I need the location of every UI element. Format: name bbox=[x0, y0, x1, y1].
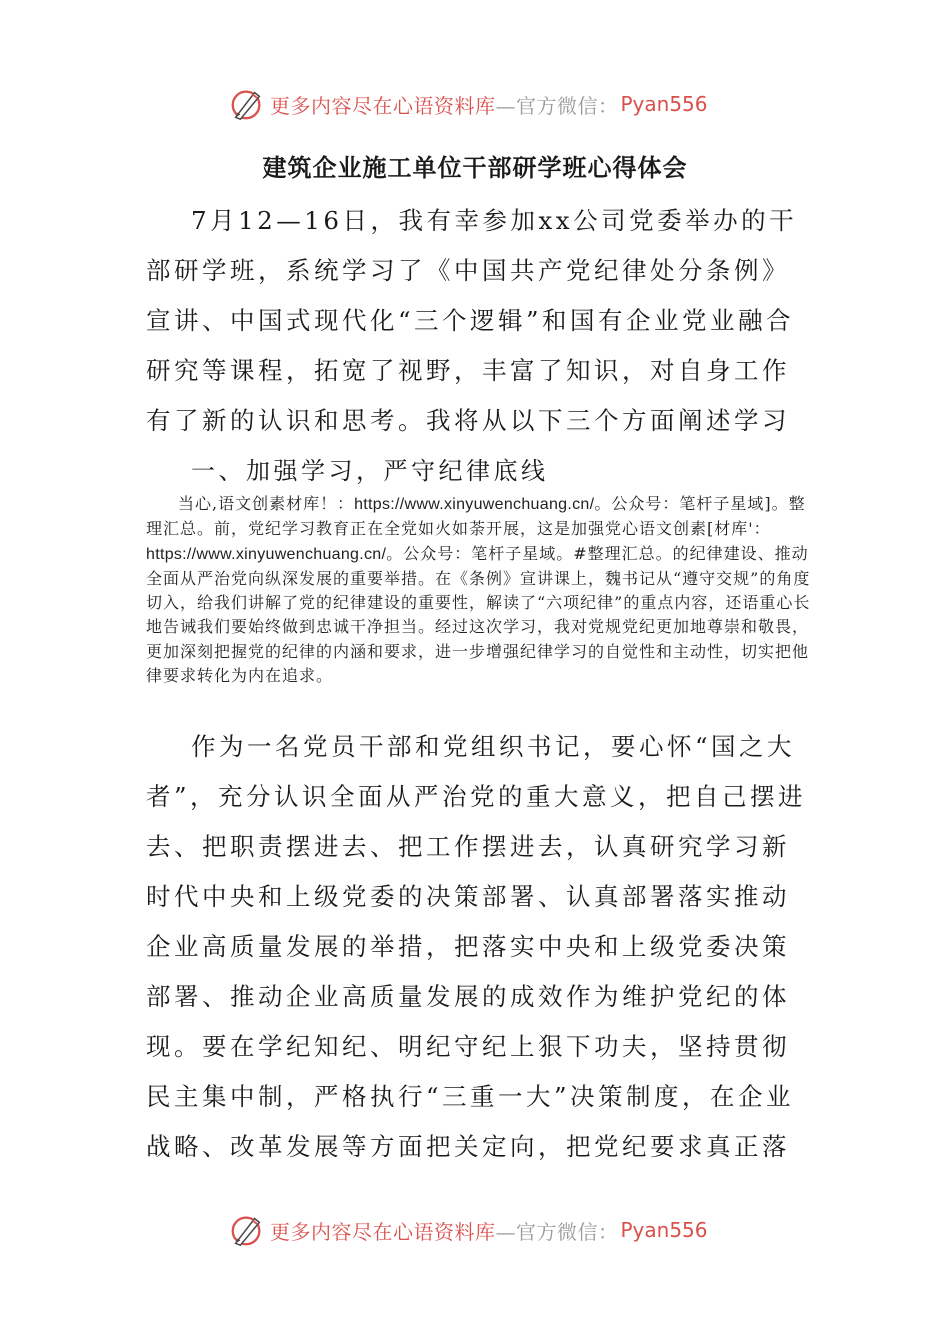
paragraph-section-1-part-c: 。公众号：笔杆子星域]。整理汇总。前，党纪学习教育正在全党如火如荼开展，这是加强党心语文创素[材库'： bbox=[146, 494, 806, 539]
paragraph-section-1 bbox=[146, 492, 814, 722]
paragraph-section-1-part-e: 。公众号：笔杆子星域。#整理汇总。的纪律建设、推动全面从严治党向纵深发展的重要举措。在《条例》宣讲课上，魏书记从“遵守交规”的角度切入，给我们讲解了党的纪律建设的重要性，解读了“六项纪律”的重点内容，还语重心长地告诫我们要始终做到忠诚干净担当。经过这次学习，我对党规党纪更加地尊崇和敬畏，更加深刻把握党的纪律的内涵和要求，进一步增强纪律学习的自觉性和主动性，切实把他律要求转化为内在追求。 bbox=[146, 543, 811, 686]
pen-logo-icon bbox=[228, 1211, 266, 1249]
website-link-1: https://www.xinyuwenchuang.cn/ bbox=[354, 496, 595, 513]
header-banner bbox=[0, 82, 950, 126]
banner-wechat-label: —官方微信： bbox=[495, 93, 619, 118]
document-title: 建筑企业施工单位干部研学班心得体会 bbox=[262, 154, 688, 182]
paragraph-party-member: 作为一名党员干部和党组织书记，要心怀“国之大者”，充分认识全面从严治党的重大意义，把自己摆进去、把职责摆进去、把工作摆进去，认真研究学习新时代中央和上级党委的决策部署、认真部署落实推动企业高质量发展的举措，把落实中央和上级党委决策部署、推动企业高质量发展的成效作为维护党纪的体现。要在学纪知纪、明纪守纪上狠下功夫，坚持贯彻民主集中制，严格执行“三重一大”决策制度，在企业战略、改革发展等方面把关定向，把党纪要求真正落 bbox=[146, 732, 807, 1161]
banner-title: 更多内容尽在心语资料库 bbox=[270, 93, 496, 118]
paragraph-section-1-part-a: 当心,语文创素材库！： bbox=[178, 494, 355, 513]
website-link-2: https://www.xinyuwenchuang.cn/ bbox=[146, 545, 387, 563]
footer-banner-title: 更多内容尽在心语资料库 bbox=[270, 1219, 496, 1244]
footer-banner bbox=[0, 1208, 950, 1252]
section-heading-1: 一、加强学习，严守纪律底线 bbox=[191, 457, 549, 485]
banner-wechat-id: Pyan556 bbox=[620, 92, 708, 116]
pen-logo-icon bbox=[228, 85, 266, 123]
paragraph-intro: 7月12—16日，我有幸参加xx公司党委举办的干部研学班，系统学习了《中国共产党纪律处分条例》宣讲、中国式现代化“三个逻辑”和国有企业党业融合研究等课程，拓宽了视野，丰富了知识，对自身工作有了新的认识和思考。我将从以下三个方面阐述学习 bbox=[146, 206, 798, 435]
footer-banner-wechat-label: —官方微信： bbox=[495, 1219, 619, 1244]
footer-banner-wechat-id: Pyan556 bbox=[620, 1218, 708, 1242]
